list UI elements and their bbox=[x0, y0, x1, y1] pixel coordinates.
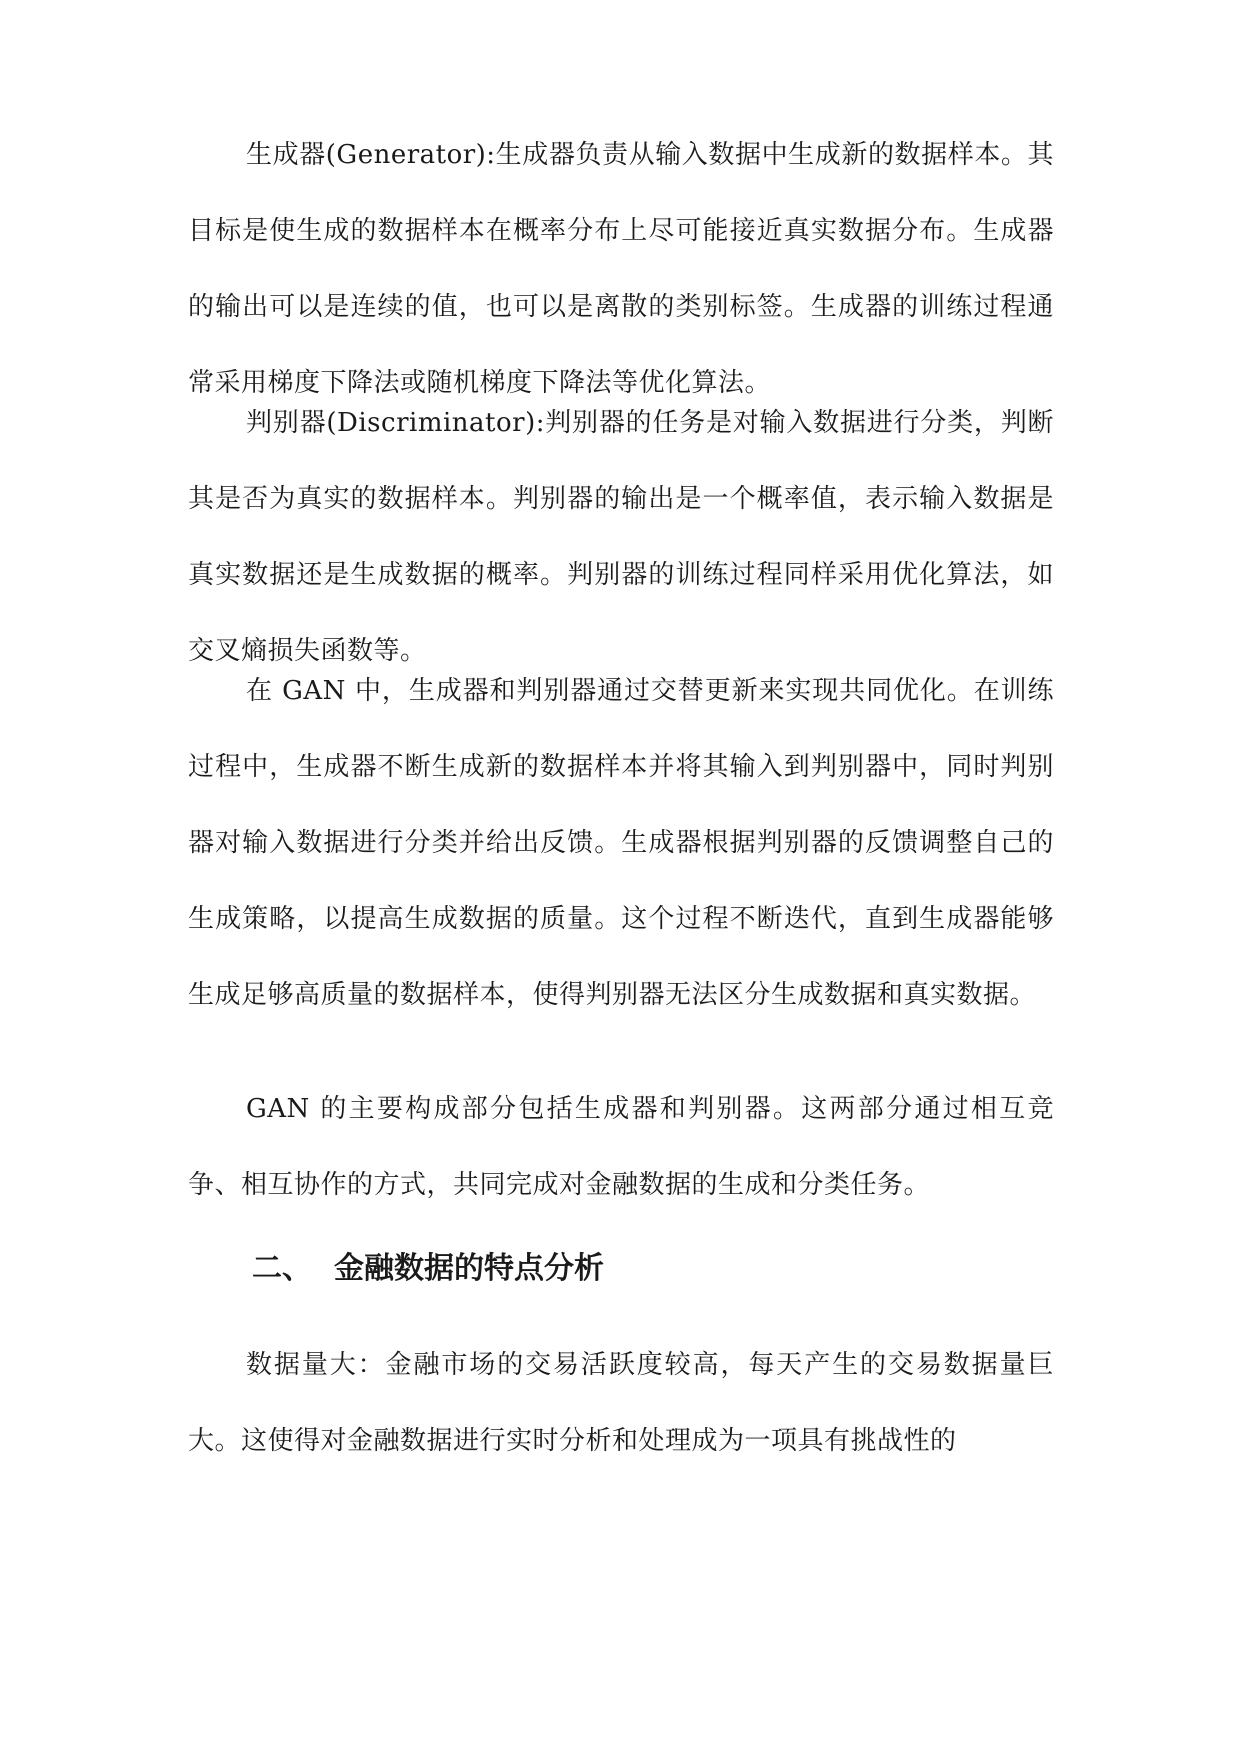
paragraph-gan-components: GAN 的主要构成部分包括生成器和判别器。这两部分通过相互竞争、相互协作的方式，共同完成对金融数据的生成和分类任务。 bbox=[188, 1094, 1054, 1200]
section-title: 金融数据的特点分析 bbox=[334, 1251, 604, 1286]
paragraph-gan-training: 在 GAN 中，生成器和判别器通过交替更新来实现共同优化。在训练过程中，生成器不断生成新的数据样本并将其输入到判别器中，同时判别器对输入数据进行分类并给出反馈。生成器根据判别器的反馈调整自己的生成策略，以提高生成数据的质量。这个过程不断迭代，直到生成器能够生成足够高质量的数据样本，使得判别器无法区分生成数据和真实数据。 bbox=[188, 676, 1054, 1010]
paragraph-generator: 生成器(Generator):生成器负责从输入数据中生成新的数据样本。其目标是使生成的数据样本在概率分布上尽可能接近真实数据分布。生成器的输出可以是连续的值，也可以是离散的类别标签。生成器的训练过程通常采用梯度下降法或随机梯度下降法等优化算法。 bbox=[188, 140, 1054, 398]
section-heading bbox=[252, 1244, 604, 1294]
paragraph-discriminator: 判别器(Discriminator):判别器的任务是对输入数据进行分类，判断其是否为真实的数据样本。判别器的输出是一个概率值，表示输入数据是真实数据还是生成数据的概率。判别器的训练过程同样采用优化算法，如交叉熵损失函数等。 bbox=[188, 408, 1054, 666]
section-number: 二、 bbox=[252, 1251, 312, 1286]
paragraph-data-volume: 数据量大：金融市场的交易活跃度较高，每天产生的交易数据量巨大。这使得对金融数据进行实时分析和处理成为一项具有挑战性的 bbox=[188, 1350, 1054, 1456]
